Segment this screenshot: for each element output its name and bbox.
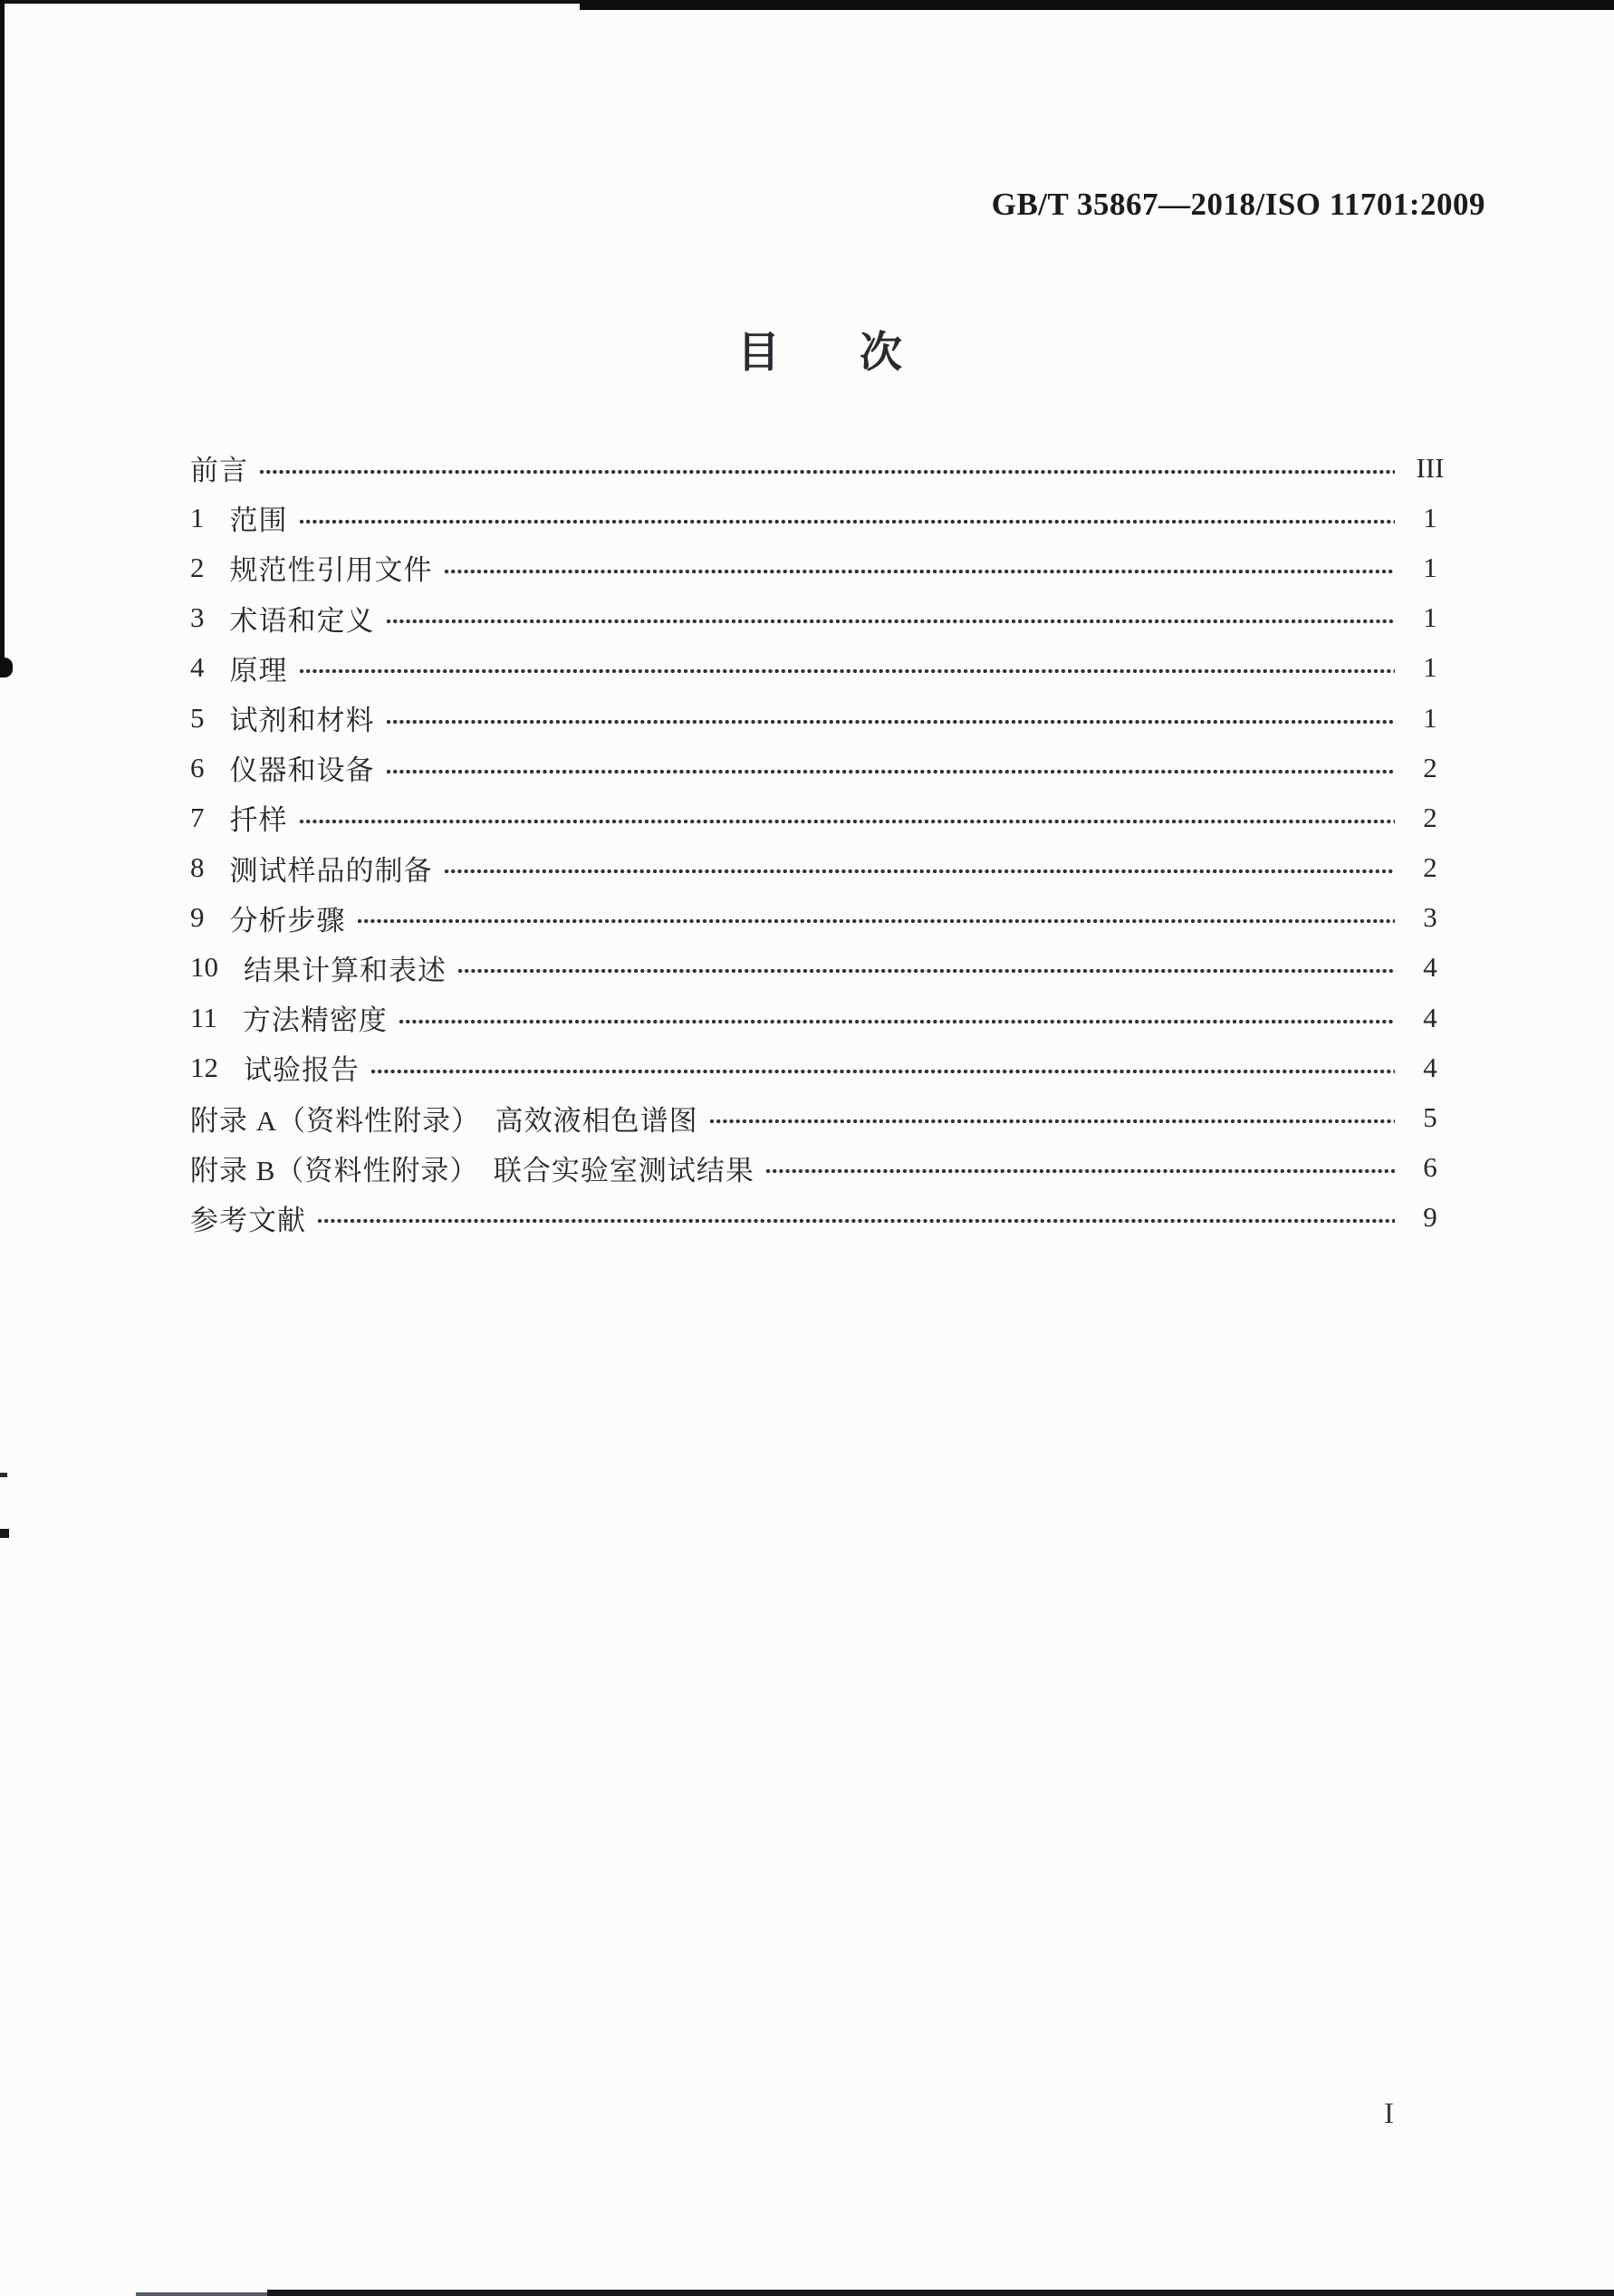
toc-entry [190, 943, 1455, 993]
toc-entry-page: 2 [1423, 851, 1437, 884]
toc-entry-label: 前言 [190, 455, 248, 487]
toc-entry [190, 743, 1455, 793]
toc-entry [190, 1193, 1455, 1243]
toc-entry-number: 9 [190, 901, 205, 934]
dotted-leader [709, 1119, 1395, 1124]
toc-entry [190, 793, 1455, 842]
toc-entry-page: 9 [1423, 1201, 1437, 1234]
dotted-leader [457, 968, 1395, 974]
toc-entry-number: 1 [190, 501, 205, 533]
toc-entry-number: 5 [190, 701, 205, 734]
toc-entry-label: 规范性引用文件 [229, 554, 433, 587]
toc-entry-label: 附录 B（资料性附录） 联合实验室测试结果 [190, 1154, 754, 1186]
scan-artifact-left-tick [0, 1473, 7, 1477]
toc-entry-label: 附录 A（资料性附录） 高效液相色谱图 [190, 1104, 698, 1137]
toc-entry [190, 643, 1455, 693]
toc-entry [190, 893, 1455, 943]
toc-entry-label: 仪器和设备 [229, 754, 375, 787]
dotted-leader [386, 719, 1396, 725]
toc-entry-page: 1 [1423, 551, 1437, 583]
toc-entry-number: 3 [190, 601, 205, 634]
standard-code-header: GB/T 35867—2018/ISO 11701:2009 [991, 187, 1485, 222]
dotted-leader [370, 1069, 1395, 1074]
toc-entry [190, 543, 1455, 592]
toc-entry [190, 1143, 1455, 1193]
dotted-leader [444, 569, 1396, 574]
toc-entry-label: 结果计算和表述 [244, 954, 447, 986]
toc-entry [190, 843, 1455, 893]
toc-entry [190, 1042, 1455, 1092]
page-title-word-1: 目 [737, 330, 780, 377]
toc-entry-page: 2 [1423, 751, 1437, 783]
toc-list [190, 443, 1455, 1243]
toc-entry-page: 1 [1423, 501, 1437, 533]
toc-entry-number: 4 [190, 651, 205, 684]
dotted-leader [299, 668, 1396, 674]
toc-entry-number: 12 [190, 1051, 218, 1083]
scan-artifact-left-edge [0, 0, 5, 676]
toc-entry-number: 2 [190, 551, 205, 583]
toc-entry-page: 4 [1423, 1001, 1437, 1033]
dotted-leader [299, 819, 1396, 824]
toc-entry [190, 593, 1455, 643]
toc-entry-label: 测试样品的制备 [229, 854, 433, 887]
toc-entry-page: 3 [1423, 901, 1437, 934]
page-title [13, 319, 1614, 379]
toc-entry-page: 1 [1423, 601, 1437, 634]
dotted-leader [317, 1218, 1395, 1224]
toc-entry-page: 4 [1423, 1051, 1437, 1083]
dotted-leader [444, 869, 1396, 874]
toc-entry-page: 6 [1423, 1151, 1437, 1184]
toc-entry-label: 范围 [229, 504, 288, 537]
toc-entry-number: 11 [190, 1001, 217, 1033]
toc-entry-label: 扦样 [229, 804, 288, 837]
scan-artifact-left-tick [0, 1529, 9, 1538]
page-title-word-2: 次 [860, 330, 902, 377]
toc-entry [190, 443, 1455, 493]
toc-entry-number: 8 [190, 851, 205, 884]
toc-entry-page: 1 [1423, 701, 1437, 734]
dotted-leader [399, 1019, 1395, 1024]
folio-page-number: I [1384, 2098, 1394, 2130]
toc-entry-label: 试剂和材料 [229, 705, 375, 737]
toc-entry-page: 5 [1423, 1101, 1437, 1134]
toc-entry [190, 1092, 1455, 1142]
dotted-leader [259, 469, 1395, 475]
toc-entry-label: 术语和定义 [229, 604, 375, 637]
toc-entry [190, 493, 1455, 543]
toc-entry-label: 原理 [229, 654, 288, 687]
toc-entry-number: 6 [190, 751, 205, 783]
scan-artifact-left-blob [0, 658, 13, 677]
toc-entry-label: 试验报告 [244, 1054, 360, 1087]
toc-entry-number: 7 [190, 801, 205, 833]
toc-entry-label: 参考文献 [190, 1204, 306, 1236]
toc-entry-page: 4 [1423, 951, 1437, 984]
toc-entry-number: 10 [190, 951, 218, 984]
dotted-leader [386, 769, 1396, 774]
scan-artifact-top-edge-bar [580, 0, 1614, 10]
scan-artifact-top-edge [0, 0, 616, 4]
dotted-leader [765, 1168, 1395, 1174]
dotted-leader [299, 519, 1396, 524]
toc-entry-page: 1 [1423, 651, 1437, 684]
toc-entry-label: 分析步骤 [229, 904, 346, 937]
dotted-leader [386, 619, 1396, 624]
toc-entry [190, 693, 1455, 743]
toc-entry [190, 993, 1455, 1042]
dotted-leader [357, 918, 1396, 924]
scan-artifact-bottom-edge [267, 2290, 1614, 2296]
toc-entry-page: 2 [1423, 801, 1437, 833]
toc-entry-page: III [1416, 451, 1445, 484]
toc-entry-label: 方法精密度 [242, 1004, 388, 1037]
